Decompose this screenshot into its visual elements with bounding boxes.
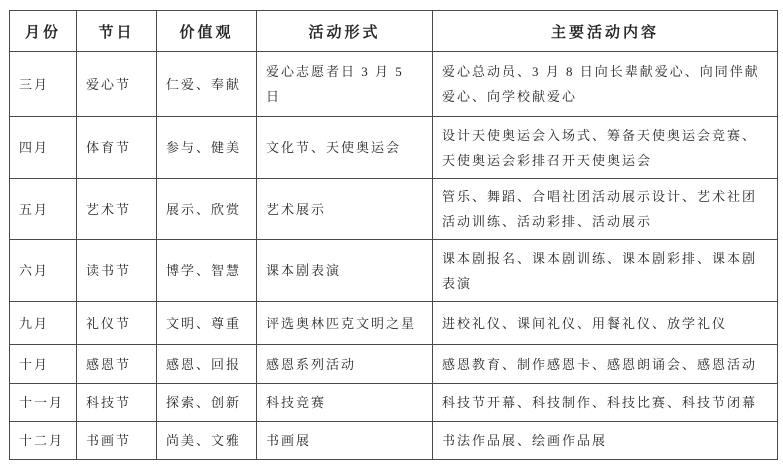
- cell-festival: 书画节: [77, 422, 157, 460]
- table-row: [10, 345, 778, 384]
- cell-festival: 感恩节: [77, 345, 157, 384]
- table-row: [10, 422, 778, 460]
- cell-values: 参与、健美: [157, 117, 257, 179]
- table-row: [10, 384, 778, 422]
- cell-values: 博学、智慧: [157, 240, 257, 302]
- cell-festival: 体育节: [77, 117, 157, 179]
- header-month: 月份: [10, 11, 77, 52]
- cell-activity-content: 科技节开幕、科技制作、科技比赛、科技节闭幕: [433, 384, 778, 422]
- cell-activity-form: 评选奥林匹克文明之星: [257, 302, 433, 345]
- cell-festival: 读书节: [77, 240, 157, 302]
- cell-month: 六月: [10, 240, 77, 302]
- cell-values: 感恩、回报: [157, 345, 257, 384]
- cell-month: 五月: [10, 179, 77, 240]
- cell-activity-form: 书画展: [257, 422, 433, 460]
- cell-month: 十月: [10, 345, 77, 384]
- cell-values: 仁爱、奉献: [157, 52, 257, 117]
- cell-activity-form: 课本剧表演: [257, 240, 433, 302]
- cell-values: 文明、尊重: [157, 302, 257, 345]
- cell-month: 十二月: [10, 422, 77, 460]
- header-activity-content: 主要活动内容: [433, 11, 778, 52]
- cell-activity-content: 进校礼仪、课间礼仪、用餐礼仪、放学礼仪: [433, 302, 778, 345]
- cell-festival: 科技节: [77, 384, 157, 422]
- cell-values: 展示、欣赏: [157, 179, 257, 240]
- cell-activity-content: 设计天使奥运会入场式、筹备天使奥运会竞赛、天使奥运会彩排召开天使奥运会: [433, 117, 778, 179]
- table-row: [10, 240, 778, 302]
- cell-activity-form: 科技竞赛: [257, 384, 433, 422]
- header-activity-form: 活动形式: [257, 11, 433, 52]
- cell-month: 十一月: [10, 384, 77, 422]
- header-festival: 节日: [77, 11, 157, 52]
- cell-month: 九月: [10, 302, 77, 345]
- cell-activity-content: 课本剧报名、课本剧训练、课本剧彩排、课本剧表演: [433, 240, 778, 302]
- cell-month: 四月: [10, 117, 77, 179]
- header-row: [10, 11, 778, 52]
- table-row: [10, 117, 778, 179]
- cell-values: 探索、创新: [157, 384, 257, 422]
- cell-values: 尚美、文雅: [157, 422, 257, 460]
- cell-activity-content: 爱心总动员、3 月 8 日向长辈献爱心、向同伴献爱心、向学校献爱心: [433, 52, 778, 117]
- cell-activity-form: 文化节、天使奥运会: [257, 117, 433, 179]
- cell-activity-form: 爱心志愿者日 3 月 5 日: [257, 52, 433, 117]
- cell-activity-form: 艺术展示: [257, 179, 433, 240]
- cell-festival: 艺术节: [77, 179, 157, 240]
- table-row: [10, 302, 778, 345]
- cell-activity-content: 感恩教育、制作感恩卡、感恩朗诵会、感恩活动: [433, 345, 778, 384]
- cell-activity-content: 管乐、舞蹈、合唱社团活动展示设计、艺术社团活动训练、活动彩排、活动展示: [433, 179, 778, 240]
- cell-activity-form: 感恩系列活动: [257, 345, 433, 384]
- cell-festival: 爱心节: [77, 52, 157, 117]
- cell-month: 三月: [10, 52, 77, 117]
- table-row: [10, 52, 778, 117]
- header-values: 价值观: [157, 11, 257, 52]
- activity-schedule-table: [9, 10, 778, 460]
- cell-activity-content: 书法作品展、绘画作品展: [433, 422, 778, 460]
- table-row: [10, 179, 778, 240]
- cell-festival: 礼仪节: [77, 302, 157, 345]
